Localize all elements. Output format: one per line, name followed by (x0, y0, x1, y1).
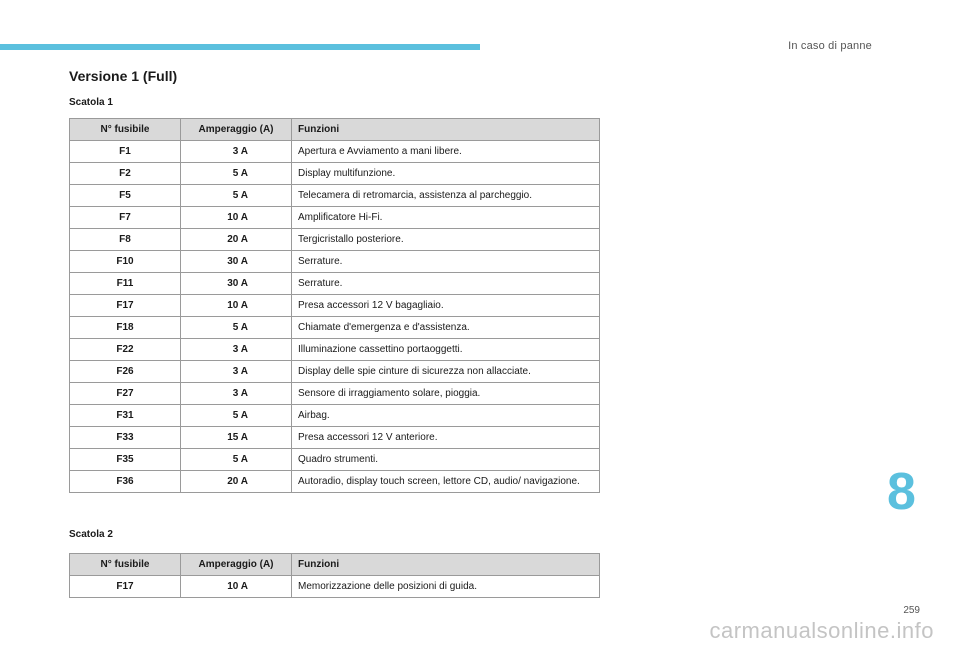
fuse-number: F36 (70, 471, 181, 493)
table-row (70, 185, 600, 207)
amperage: 10 A (181, 576, 292, 598)
header-accent-bar (0, 44, 480, 50)
fuse-number: F17 (70, 295, 181, 317)
fuse-number: F8 (70, 229, 181, 251)
fuse-number: F18 (70, 317, 181, 339)
column-header-amperage: Amperaggio (A) (181, 554, 292, 576)
chapter-title: In caso di panne (788, 40, 872, 52)
table-row (70, 317, 600, 339)
column-header-fuse: N° fusibile (70, 119, 181, 141)
fuse-number: F1 (70, 141, 181, 163)
box1-heading: Scatola 1 (69, 97, 113, 108)
table-row (70, 576, 600, 598)
fuse-number: F10 (70, 251, 181, 273)
amperage: 10 A (181, 295, 292, 317)
table-row (70, 163, 600, 185)
function-description: Amplificatore Hi-Fi. (292, 207, 600, 229)
fuse-number: F26 (70, 361, 181, 383)
function-description: Sensore di irraggiamento solare, pioggia. (292, 383, 600, 405)
fuse-number: F31 (70, 405, 181, 427)
fuse-number: F27 (70, 383, 181, 405)
table-row (70, 141, 600, 163)
table-row (70, 383, 600, 405)
table-row (70, 251, 600, 273)
amperage: 30 A (181, 251, 292, 273)
amperage: 30 A (181, 273, 292, 295)
amperage: 5 A (181, 405, 292, 427)
fuse-number: F33 (70, 427, 181, 449)
fuse-number: F7 (70, 207, 181, 229)
column-header-functions: Funzioni (292, 119, 600, 141)
function-description: Tergicristallo posteriore. (292, 229, 600, 251)
column-header-functions: Funzioni (292, 554, 600, 576)
function-description: Apertura e Avviamento a mani libere. (292, 141, 600, 163)
table-header-row (70, 554, 600, 576)
table-header-row (70, 119, 600, 141)
table-row (70, 405, 600, 427)
function-description: Display multifunzione. (292, 163, 600, 185)
table-row (70, 273, 600, 295)
table-row (70, 207, 600, 229)
table-row (70, 229, 600, 251)
column-header-fuse: N° fusibile (70, 554, 181, 576)
function-description: Presa accessori 12 V anteriore. (292, 427, 600, 449)
amperage: 5 A (181, 185, 292, 207)
page-title: Versione 1 (Full) (69, 68, 178, 84)
fuse-table-box2 (69, 553, 600, 598)
amperage: 20 A (181, 471, 292, 493)
function-description: Autoradio, display touch screen, lettore CD, audio/ navigazione. (292, 471, 600, 493)
fuse-number: F11 (70, 273, 181, 295)
table-row (70, 339, 600, 361)
page-number: 259 (903, 605, 920, 616)
amperage: 15 A (181, 427, 292, 449)
function-description: Quadro strumenti. (292, 449, 600, 471)
watermark: carmanualsonline.info (709, 618, 934, 643)
table-row (70, 361, 600, 383)
fuse-table-box1 (69, 118, 600, 493)
function-description: Display delle spie cinture di sicurezza non allacciate. (292, 361, 600, 383)
function-description: Presa accessori 12 V bagagliaio. (292, 295, 600, 317)
fuse-number: F2 (70, 163, 181, 185)
amperage: 3 A (181, 383, 292, 405)
chapter-number: 8 (887, 463, 916, 521)
amperage: 5 A (181, 449, 292, 471)
function-description: Illuminazione cassettino portaoggetti. (292, 339, 600, 361)
function-description: Chiamate d'emergenza e d'assistenza. (292, 317, 600, 339)
amperage: 3 A (181, 361, 292, 383)
table-row (70, 471, 600, 493)
function-description: Telecamera di retromarcia, assistenza al parcheggio. (292, 185, 600, 207)
function-description: Serrature. (292, 273, 600, 295)
amperage: 5 A (181, 163, 292, 185)
amperage: 5 A (181, 317, 292, 339)
column-header-amperage: Amperaggio (A) (181, 119, 292, 141)
function-description: Serrature. (292, 251, 600, 273)
function-description: Airbag. (292, 405, 600, 427)
amperage: 3 A (181, 141, 292, 163)
box2-heading: Scatola 2 (69, 529, 113, 540)
function-description: Memorizzazione delle posizioni di guida. (292, 576, 600, 598)
table-row (70, 427, 600, 449)
amperage: 10 A (181, 207, 292, 229)
fuse-number: F5 (70, 185, 181, 207)
amperage: 3 A (181, 339, 292, 361)
table-row (70, 449, 600, 471)
fuse-number: F35 (70, 449, 181, 471)
amperage: 20 A (181, 229, 292, 251)
table-row (70, 295, 600, 317)
fuse-number: F22 (70, 339, 181, 361)
fuse-number: F17 (70, 576, 181, 598)
